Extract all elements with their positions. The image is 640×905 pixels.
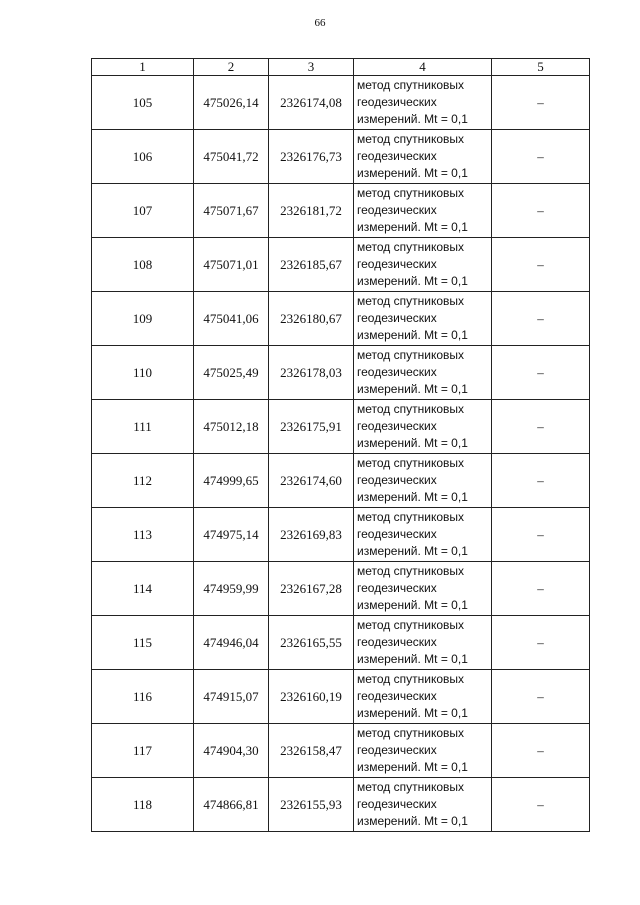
note-cell: – — [492, 292, 590, 346]
y-coordinate-cell: 2326165,55 — [269, 616, 354, 670]
method-cell — [354, 616, 492, 670]
method-text-line: метод спутниковых — [357, 726, 465, 740]
y-coordinate-cell: 2326178,03 — [269, 346, 354, 400]
point-number-cell: 117 — [92, 724, 194, 778]
point-number-cell: 106 — [92, 130, 194, 184]
table-row — [92, 346, 590, 400]
method-cell — [354, 400, 492, 454]
point-number-cell: 113 — [92, 508, 194, 562]
header-row — [92, 59, 590, 76]
y-coordinate-cell: 2326174,08 — [269, 76, 354, 130]
point-number-cell: 110 — [92, 346, 194, 400]
y-coordinate-cell: 2326175,91 — [269, 400, 354, 454]
table-row — [92, 724, 590, 778]
point-number-cell: 111 — [92, 400, 194, 454]
page-number: 66 — [314, 17, 326, 29]
note-cell: – — [492, 562, 590, 616]
point-number-cell: 105 — [92, 76, 194, 130]
note-cell: – — [492, 238, 590, 292]
note-cell: – — [492, 184, 590, 238]
method-text-line: геодезических — [357, 527, 437, 541]
column-header-5: 5 — [492, 59, 590, 76]
method-text-line: измерений. Mt = 0,1 — [357, 166, 468, 180]
method-text-line: метод спутниковых — [357, 348, 465, 362]
method-text-line: геодезических — [357, 149, 437, 163]
note-cell: – — [492, 508, 590, 562]
point-number-cell: 114 — [92, 562, 194, 616]
column-header-4: 4 — [354, 59, 492, 76]
y-coordinate-cell: 2326167,28 — [269, 562, 354, 616]
method-text-line: измерений. Mt = 0,1 — [357, 112, 468, 126]
method-text-line: измерений. Mt = 0,1 — [357, 814, 468, 828]
method-text-line: метод спутниковых — [357, 510, 465, 524]
note-cell: – — [492, 778, 590, 832]
method-text-line: метод спутниковых — [357, 456, 465, 470]
column-header-3: 3 — [269, 59, 354, 76]
method-text-line: геодезических — [357, 473, 437, 487]
x-coordinate-cell: 474999,65 — [194, 454, 269, 508]
method-text-line: измерений. Mt = 0,1 — [357, 220, 468, 234]
table-row — [92, 130, 590, 184]
y-coordinate-cell: 2326180,67 — [269, 292, 354, 346]
method-text-line: измерений. Mt = 0,1 — [357, 598, 468, 612]
x-coordinate-cell: 475026,14 — [194, 76, 269, 130]
method-cell — [354, 130, 492, 184]
method-text-line: измерений. Mt = 0,1 — [357, 760, 468, 774]
note-cell: – — [492, 724, 590, 778]
method-text-line: метод спутниковых — [357, 294, 465, 308]
y-coordinate-cell: 2326185,67 — [269, 238, 354, 292]
table-header — [92, 59, 590, 76]
x-coordinate-cell: 474866,81 — [194, 778, 269, 832]
method-text-line: геодезических — [357, 257, 437, 271]
method-text-line: измерений. Mt = 0,1 — [357, 328, 468, 342]
point-number-cell: 107 — [92, 184, 194, 238]
method-cell — [354, 670, 492, 724]
method-text-line: метод спутниковых — [357, 402, 465, 416]
column-header-1: 1 — [92, 59, 194, 76]
method-text-line: метод спутниковых — [357, 78, 465, 92]
note-cell: – — [492, 670, 590, 724]
table-row — [92, 292, 590, 346]
method-text-line: геодезических — [357, 689, 437, 703]
method-text-line: метод спутниковых — [357, 618, 465, 632]
method-text-line: метод спутниковых — [357, 186, 465, 200]
x-coordinate-cell: 475041,06 — [194, 292, 269, 346]
method-cell — [354, 778, 492, 832]
point-number-cell: 115 — [92, 616, 194, 670]
method-cell — [354, 454, 492, 508]
table-row — [92, 778, 590, 832]
method-cell — [354, 292, 492, 346]
method-cell — [354, 346, 492, 400]
x-coordinate-cell: 474915,07 — [194, 670, 269, 724]
point-number-cell: 116 — [92, 670, 194, 724]
table-row — [92, 238, 590, 292]
x-coordinate-cell: 475071,01 — [194, 238, 269, 292]
method-text-line: метод спутниковых — [357, 132, 465, 146]
method-cell — [354, 562, 492, 616]
method-text-line: измерений. Mt = 0,1 — [357, 274, 468, 288]
x-coordinate-cell: 475012,18 — [194, 400, 269, 454]
method-cell — [354, 184, 492, 238]
point-number-cell: 108 — [92, 238, 194, 292]
method-text-line: геодезических — [357, 581, 437, 595]
method-text-line: геодезических — [357, 311, 437, 325]
method-text-line: геодезических — [357, 203, 437, 217]
note-cell: – — [492, 76, 590, 130]
method-text-line: геодезических — [357, 419, 437, 433]
method-cell — [354, 238, 492, 292]
x-coordinate-cell: 475025,49 — [194, 346, 269, 400]
point-number-cell: 109 — [92, 292, 194, 346]
method-text-line: метод спутниковых — [357, 564, 465, 578]
point-number-cell: 118 — [92, 778, 194, 832]
x-coordinate-cell: 475041,72 — [194, 130, 269, 184]
method-text-line: измерений. Mt = 0,1 — [357, 652, 468, 666]
x-coordinate-cell: 474904,30 — [194, 724, 269, 778]
method-text-line: метод спутниковых — [357, 240, 465, 254]
table-row — [92, 400, 590, 454]
y-coordinate-cell: 2326160,19 — [269, 670, 354, 724]
note-cell: – — [492, 400, 590, 454]
note-cell: – — [492, 616, 590, 670]
x-coordinate-cell: 474946,04 — [194, 616, 269, 670]
method-text-line: измерений. Mt = 0,1 — [357, 490, 468, 504]
y-coordinate-cell: 2326169,83 — [269, 508, 354, 562]
method-cell — [354, 76, 492, 130]
method-text-line: геодезических — [357, 365, 437, 379]
method-text-line: геодезических — [357, 635, 437, 649]
table-row — [92, 76, 590, 130]
table-row — [92, 562, 590, 616]
x-coordinate-cell: 475071,67 — [194, 184, 269, 238]
method-text-line: измерений. Mt = 0,1 — [357, 544, 468, 558]
method-text-line: метод спутниковых — [357, 780, 465, 794]
table-row — [92, 508, 590, 562]
coordinates-table — [91, 58, 590, 832]
note-cell: – — [492, 346, 590, 400]
y-coordinate-cell: 2326158,47 — [269, 724, 354, 778]
y-coordinate-cell: 2326174,60 — [269, 454, 354, 508]
table-row — [92, 454, 590, 508]
table-row — [92, 184, 590, 238]
method-cell — [354, 724, 492, 778]
table-body — [92, 76, 590, 832]
method-text-line: геодезических — [357, 95, 437, 109]
method-text-line: геодезических — [357, 743, 437, 757]
method-text-line: геодезических — [357, 797, 437, 811]
y-coordinate-cell: 2326181,72 — [269, 184, 354, 238]
x-coordinate-cell: 474975,14 — [194, 508, 269, 562]
method-text-line: измерений. Mt = 0,1 — [357, 382, 468, 396]
table-row — [92, 670, 590, 724]
y-coordinate-cell: 2326155,93 — [269, 778, 354, 832]
note-cell: – — [492, 454, 590, 508]
point-number-cell: 112 — [92, 454, 194, 508]
method-text-line: измерений. Mt = 0,1 — [357, 706, 468, 720]
table-row — [92, 616, 590, 670]
method-cell — [354, 508, 492, 562]
method-text-line: метод спутниковых — [357, 672, 465, 686]
note-cell: – — [492, 130, 590, 184]
column-header-2: 2 — [194, 59, 269, 76]
method-text-line: измерений. Mt = 0,1 — [357, 436, 468, 450]
y-coordinate-cell: 2326176,73 — [269, 130, 354, 184]
x-coordinate-cell: 474959,99 — [194, 562, 269, 616]
